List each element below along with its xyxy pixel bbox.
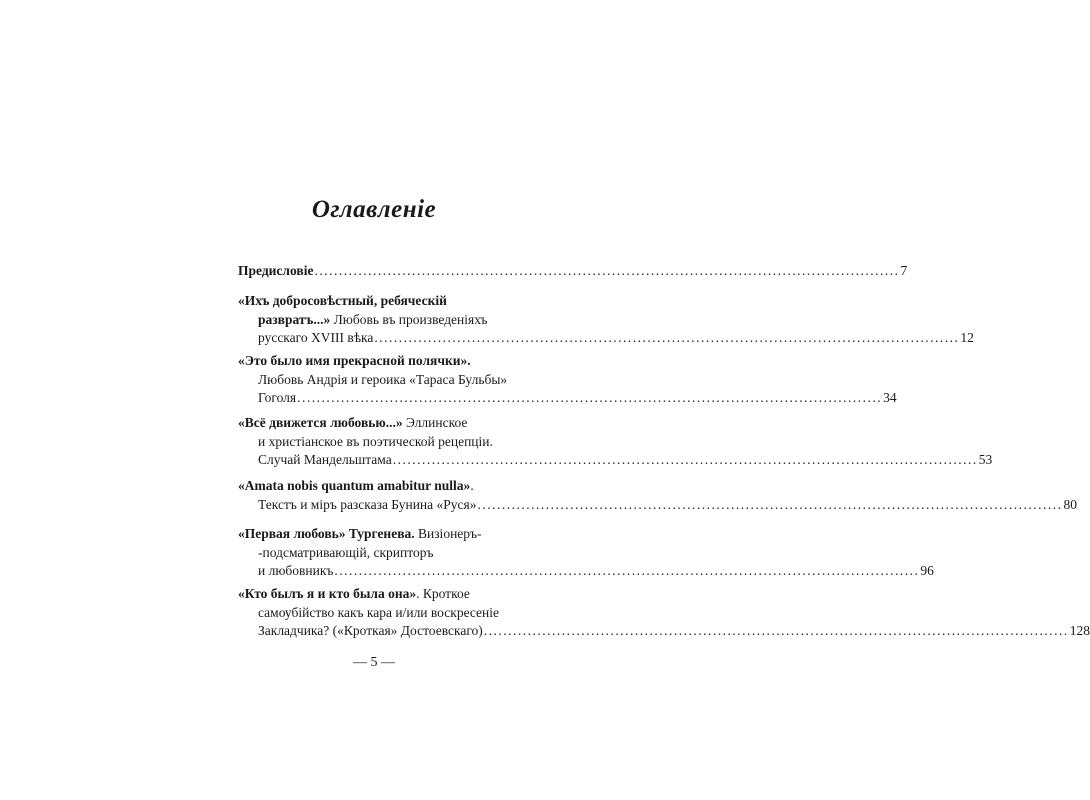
dot-leader: ........................................................................................................................ <box>297 390 883 405</box>
toc-line <box>258 329 974 347</box>
toc-page-number: 96 <box>920 563 934 578</box>
dot-leader: ........................................................................................................................ <box>314 263 900 278</box>
toc-text: Случай Мандельштама <box>258 452 392 467</box>
toc-text: Закладчика? («Кроткая» Достоевскаго) <box>258 623 483 638</box>
toc-bold-text: развратъ...» <box>258 311 331 327</box>
toc-text: и любовникъ <box>258 563 334 578</box>
toc-line <box>238 352 510 370</box>
toc-text: самоубійство какъ кара и/или воскресеніе <box>258 604 500 620</box>
toc-text: русскаго XVIII вѣка <box>258 330 374 345</box>
toc-line <box>258 433 510 451</box>
toc-line <box>238 414 510 432</box>
toc-text: . Кроткое <box>416 586 470 601</box>
toc-line <box>238 477 510 495</box>
toc-text: и христіанское въ поэтической рецепціи. <box>258 433 493 449</box>
toc-line <box>258 604 510 622</box>
toc-line <box>258 451 993 469</box>
toc-line <box>238 585 510 603</box>
toc-text: . <box>470 478 474 493</box>
toc-line <box>238 292 510 310</box>
toc-text: Любовь въ произведеніяхъ <box>330 311 488 327</box>
dot-leader: ........................................................................................................................ <box>483 623 1069 638</box>
toc-line <box>258 371 510 389</box>
toc-text: Текстъ и міръ разсказа Бунина «Руся» <box>258 496 477 512</box>
dot-leader: ........................................................................................................................ <box>374 330 960 345</box>
toc-bold-text: «Amata nobis quantum amabitur nulla» <box>238 478 471 493</box>
toc-page-number: 53 <box>978 452 993 467</box>
toc-page-number: 7 <box>900 263 908 278</box>
dot-leader: ........................................................................................................................ <box>392 452 978 467</box>
toc-line <box>238 525 510 543</box>
toc-page-number: 80 <box>1063 496 1077 512</box>
dot-leader: ........................................................................................................................ <box>334 563 920 578</box>
toc-line <box>258 496 1077 514</box>
toc-bold-text: «Это было имя прекрасной полячки». <box>238 353 471 368</box>
toc-line <box>238 262 908 280</box>
toc-line <box>258 311 510 329</box>
toc-text: -подсматривающій, скрипторъ <box>258 544 434 560</box>
toc-text: Эллинское <box>402 415 468 430</box>
toc-page-number: 34 <box>883 390 897 405</box>
toc-line <box>258 622 1090 640</box>
toc-page-number: 128 <box>1069 623 1090 638</box>
toc-text: Гоголя <box>258 390 297 405</box>
toc-text: Любовь Андрія и героика «Тараса Бульбы» <box>258 371 508 387</box>
toc-bold-text: «Всё движется любовью...» <box>238 415 403 430</box>
toc-bold-text: Предисловіе <box>238 263 314 278</box>
toc-line <box>258 389 897 407</box>
toc-bold-text: «Первая любовь» Тургенева. <box>238 526 415 541</box>
toc-line <box>258 544 510 562</box>
toc-bold-text: «Кто былъ я и кто была она» <box>238 586 417 601</box>
dot-leader: ........................................................................................................................ <box>477 496 1063 512</box>
toc-text: Визіонеръ- <box>414 526 482 541</box>
toc-bold-text: «Ихъ добросовѣстный, ребяческій <box>238 293 447 308</box>
toc-heading: Оглавленіе <box>311 196 437 223</box>
toc-page-number: 12 <box>960 330 974 345</box>
page-number: — 5 — <box>353 655 395 670</box>
toc-line <box>258 562 934 580</box>
